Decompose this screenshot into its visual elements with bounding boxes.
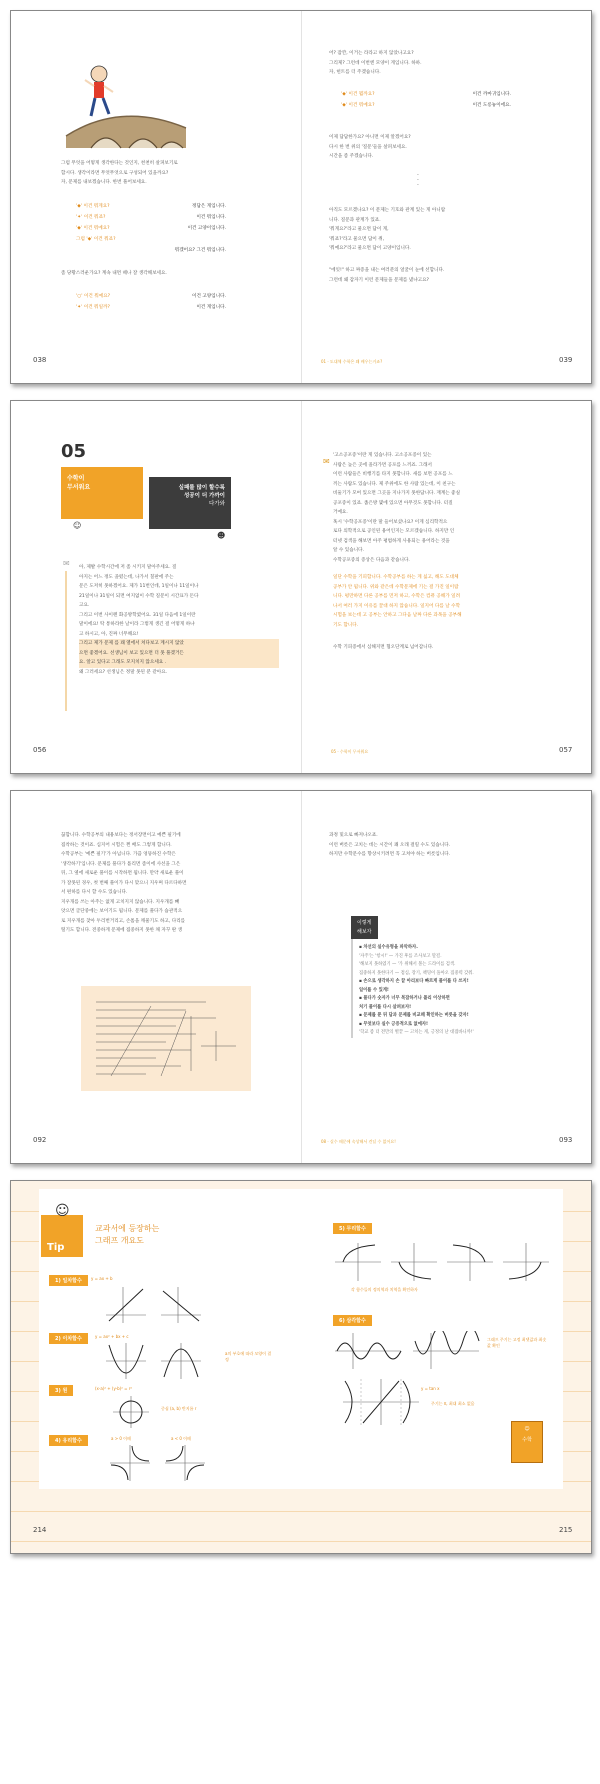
quad-formula: y = ax² + bx + c	[95, 1334, 129, 1339]
linear-graph	[101, 1285, 211, 1325]
right-para1: 어? 잠깐, 이거는 라라고 하지 않았나고요? 그리제? 그런데 이번엔 모양이 게입니다. 하하. 자, 헌트를 더 주겠습니다.	[329, 51, 422, 75]
chapter-number: 05	[61, 441, 87, 462]
envelope-icon: ✉	[63, 559, 70, 568]
page-number-left: 214	[33, 1526, 47, 1534]
right-para3: 아직도 모르겠나요? 이 문제는 기호와 관계 있는 게 아니랍 니다. 질문과 관계가 있죠. '뭐게요?'라고 물으면 답이 게, '뭐죠?'라고 물으면 답이 쥐, '뭐예요?'라고 물으면 답이 고양이입니다.	[329, 208, 446, 251]
left-qa-list-1	[76, 203, 226, 258]
page-number-right: 093	[559, 1136, 573, 1144]
right-body: 과정 및으로 빠져나오죠. 이런 버릇은 고치는 데는 시간이 꽤 오래 걸릴 수도 있습니다. 하지만 수학문수를 향상시키려면 꼭 고쳐야 하는 버릇입니다.	[329, 833, 451, 857]
irrational-note: 각 함수들의 정의역과 치역을 확인하자	[351, 1287, 418, 1292]
right-orange-body: 일단 수학을 기피합니다. 수학공부를 하는 게 싫고, 해도 도대체 공부가 안 됩니다. 위와 같은데 수학문제에 기는 걸 가진 일이랍 니다. 평만하면 다른 공부를 먼저 하고, 수학은 컴퓨 공해가 일려 나서 여러 가지 이유를 끌대 하지 않습니다. 일지어 다를 날 수학 시험을 보는데 고 공부는 안하고 그다음 날짜 다른 과목을 공부해 기도 합니다.	[333, 575, 462, 628]
answer: 정답은 게입니다.	[192, 204, 226, 209]
page-number-left: 056	[33, 746, 47, 754]
footer-right: 01 · 도대체 수학은 왜 배우는거죠?	[321, 359, 383, 364]
section-label-irrational: 5) 무리함수	[333, 1223, 372, 1234]
trig-note2: 주기는 π, 최대 최소 없음	[431, 1401, 475, 1406]
question: '✦' 이건 뭐일까?	[76, 305, 110, 310]
answer: 이건 게입니다.	[196, 305, 226, 310]
rational-b: a < 0 이때	[171, 1436, 191, 1441]
character-face-icon: ☻	[217, 531, 226, 540]
right-last: 수학 기피증에서 심해지면 혐오단계로 넘어갑니다.	[333, 645, 434, 650]
rational-a: a > 0 이때	[111, 1436, 131, 1441]
section-label-circle: 3) 원	[49, 1385, 73, 1396]
spread-page-214-215	[10, 1180, 592, 1554]
page-number-right: 039	[559, 356, 573, 364]
spread-page-056-057	[10, 400, 592, 774]
question: 그럼 '◆' 이건 뭐죠?	[76, 237, 116, 242]
tan-graph	[341, 1377, 421, 1427]
quadratic-graph	[101, 1341, 221, 1381]
trig-graph	[333, 1331, 483, 1371]
question: '✦' 이건 뭐죠?	[76, 215, 106, 220]
section-label-linear: 1) 일차함수	[49, 1275, 88, 1286]
section-label-quadratic: 2) 이차함수	[49, 1333, 88, 1344]
circle-note: 중심 (a, b) 반지름 r	[161, 1406, 197, 1411]
quad-note: a의 부호에 따라 모양이 결정	[225, 1351, 272, 1362]
section-label-trig: 6) 삼각함수	[333, 1315, 372, 1326]
irrational-graph	[333, 1241, 553, 1283]
question: '◆' 이건 뭐예요?	[76, 226, 110, 231]
gutter	[301, 11, 302, 383]
question: '○' 이건 뭐예요?	[76, 294, 111, 299]
ellipsis-dots: · · ·	[417, 172, 419, 189]
page-number-left: 092	[33, 1136, 47, 1144]
spread-page-038-039	[10, 10, 592, 384]
footer-left: 05 · 수학이 무서워요	[331, 749, 369, 754]
subtitle-box: 실패를 많이 할수록 성공이 더 가까이 다가와	[149, 477, 231, 529]
right-qa-list	[341, 91, 511, 113]
circle-formula: (x-a)² + (y-b)² = r²	[95, 1386, 133, 1391]
sidebar-heading: 이렇게 해보자	[351, 916, 378, 939]
character-face-icon: ☺	[73, 521, 82, 530]
boy-on-bridge-illustration	[61, 56, 191, 151]
linear-formula: y = ax + b	[91, 1276, 113, 1281]
answer: 이건 뭐입니다.	[196, 215, 226, 220]
envelope-icon: ✉	[323, 457, 330, 466]
right-body: '고소공포증'이란 게 있습니다. 고소공포증이 있는 사람은 높은 곳에 올라가면 공포를 느끼죠. 그래서 이런 사람들은 비행기를 타지 못합니다. 새를 보면 공포를 느 끼는 사람도 있습니다. 제 주위에도 한 사람 있는데, 이 친구는 비둘기가 모여 있으면 그곳을 지나가지 못한답니다. 재계는 좋실 공포증이 있죠. 좁은방 몇에 있으면 아무것도 못합니다. 터질 거예요. 혹시 '수학공포증'이란 말 들어보셨나요? 이게 심리학적으 로다 의학적으로 공인된 용어인지는 모르겠습니다. 하지만 인 터넷 검색을 해보면 아주 평범하게 사용되는 용어라는 것을 알 수 있습니다. 수학공포증의 증상은 다음과 같습니다.	[333, 453, 461, 563]
left-para2: 좀 당황스러운가요? 계속 내면 떼나 잘 생각해보세요.	[61, 271, 167, 276]
question: '◆' 이건 뭐예요?	[341, 103, 375, 108]
page-number-left: 038	[33, 356, 47, 364]
handwriting-scribbles	[91, 996, 241, 1081]
left-body: 끊합니다. 수학공부의 내용보다는 정서장면이고 예쁜 필기에 집착하는 것이죠. 심지어 시험은 쩐 배도 그렇게 합니다. 수학공부는 '예쁜 필기'가 아닙니다. 가끔 엉뚱하진 수학은 '생각하기'입니다. 문제를 풀다가 틀리면 좀이에 사선을 그은 뒤, 그 옆에 새로운 풀이를 시작하면 됩니다. 만약 새로운 풀이 가 잘못된 경우, 첫 번째 풀이가 다시 맞으니 지우며 다르다하면 서 편하를 다시 할 수도 있습니다. 지우개를 쓰는 아주는 없게 고치지지 않습니다. 지우개를 빼 앗으면 글단중에는 보이기도 됩니다. 문제를 풀다가 습관적으 로 지우개를 찾아 두리번거리고, 손톱을 깨물기도 하고, 다리를 떨기도 합니다. 전중하게 문제에 집중하지 못한 채 자꾸 딴 생	[61, 833, 187, 933]
answer: 이건 고양이입니다.	[187, 226, 226, 231]
tip-badge: Tip	[41, 1215, 83, 1257]
section-label-rational: 4) 유리함수	[49, 1435, 88, 1446]
character-head-icon: ☺	[55, 1203, 70, 1219]
margin-bar	[65, 571, 67, 711]
spread-page-092-093	[10, 790, 592, 1164]
right-para2: 이제 답답한가요? 아니면 이제 알겠어요? 다시 한 번 위의 '질문'들을 살펴보세요. 시간을 좀 주겠습니다.	[329, 135, 411, 159]
trig-note: 그래프 주기는 고정 최댓값과 최솟값 확인	[487, 1337, 547, 1348]
circle-graph	[111, 1395, 151, 1429]
page-number-right: 057	[559, 746, 573, 754]
footer-right: 08 · 실수 때문에 속상해서 견딜 수 없어요!	[321, 1139, 396, 1144]
answer-extra: 뭐겠어요? 그건 뭐입니다.	[174, 248, 226, 253]
right-para4: "에잇!" 하고 짜증을 내는 여러분의 얼굴이 눈에 선합니다. 그런데 왜 갑자기 이런 문제들을 문제를 냈냐고요?	[329, 268, 445, 283]
rational-graph	[105, 1443, 215, 1483]
left-qa-list-2	[76, 293, 226, 315]
question: '◆' 이건 뭐게요?	[76, 204, 110, 209]
answer: 이건 도롱뇽이에요.	[472, 103, 511, 108]
tip-sidebar: 이렇게 해보자 ▪ 차선의 실수유형을 파악하자. '자주'는 '항시!' — 가진 후를 조사보고 말걸. '해보지 못하였기 — '가 위해서 볼는 드라이를 검색. 집중하지 못한다기 — 점심, 장기, 책밍이 돌아오 집중력 갖춰. ▪ 손으로 생각하지 손 끝 아리보다 빠르게 풀이를 다 쓰지! 일이를 수 있게! ▪ 풀다가 숫자가 너무 복잡하거나 틀리 이상하면 처기 풀이를 다시 살펴보자! ▪ 문제를 푼 뒤 답과 문제를 비교해 확인하는 버릇을 갖자! ▪ 무엇보다 실수 긍증적으로 없애자! '학교 좀 더 전만의 별끝 — 고치는 게, 긍정의 난 대접바니까!'	[351, 916, 549, 1038]
book-character: ☺ 수학	[511, 1421, 543, 1463]
left-para1: 그럼 무엇을 어떻게 생각한다는 것인지, 천천히 살펴보기로 합시다. 생각이라면 무엇무엇으로 구성되어 있을까요? 자, 문제를 내보겠습니다. 한번 풀어보세요.	[61, 161, 178, 185]
gutter	[301, 791, 302, 1163]
tip-title: 교과서에 등장하는 그래프 개요도	[95, 1224, 160, 1245]
answer: 이건 까마귀입니다.	[472, 92, 511, 97]
answer: 이건 고양입니다.	[192, 294, 226, 299]
chapter-title-box: 수학이 무서워요	[61, 467, 143, 519]
handwritten-note-image	[81, 986, 251, 1091]
gutter	[301, 401, 302, 773]
student-letter: 아, 제발 수학시간에 저 좀 시키지 말아주세요. 질 아지는 어느 정도 졸렸는데, 나가서 칠판에 주는 문은 도저히 못하겠어요. 제가 11번인데, 1일이나 11일이나 21일이나 31일이 되면 여지없이 수학 질문이 시간표가 돈다 고요. 그리고 이번 사이렌 화공방학였어요. 31일 다음에 1일이란 말이에요! 딱 통하라한 날이라 그렇게 생긴 걸 어떻게 하냐 고 하시고, 아, 진짜 너무해요! 그리고 제가 문제 를 꽤 열에서 쳐다보고 계시지 않았 으면 좋겠어요. 선생님이 보고 있으면 더 못 풀겠거든 요. 알고 있다고 그래도 모지치지 않으세요 . 왜 그러세요? 선생님은 정말 못된 분 같아요.	[79, 563, 279, 677]
tan-formula: y = tan x	[421, 1386, 440, 1391]
page-number-right: 215	[559, 1526, 573, 1534]
question: '◆' 이건 뭘까요?	[341, 92, 375, 97]
